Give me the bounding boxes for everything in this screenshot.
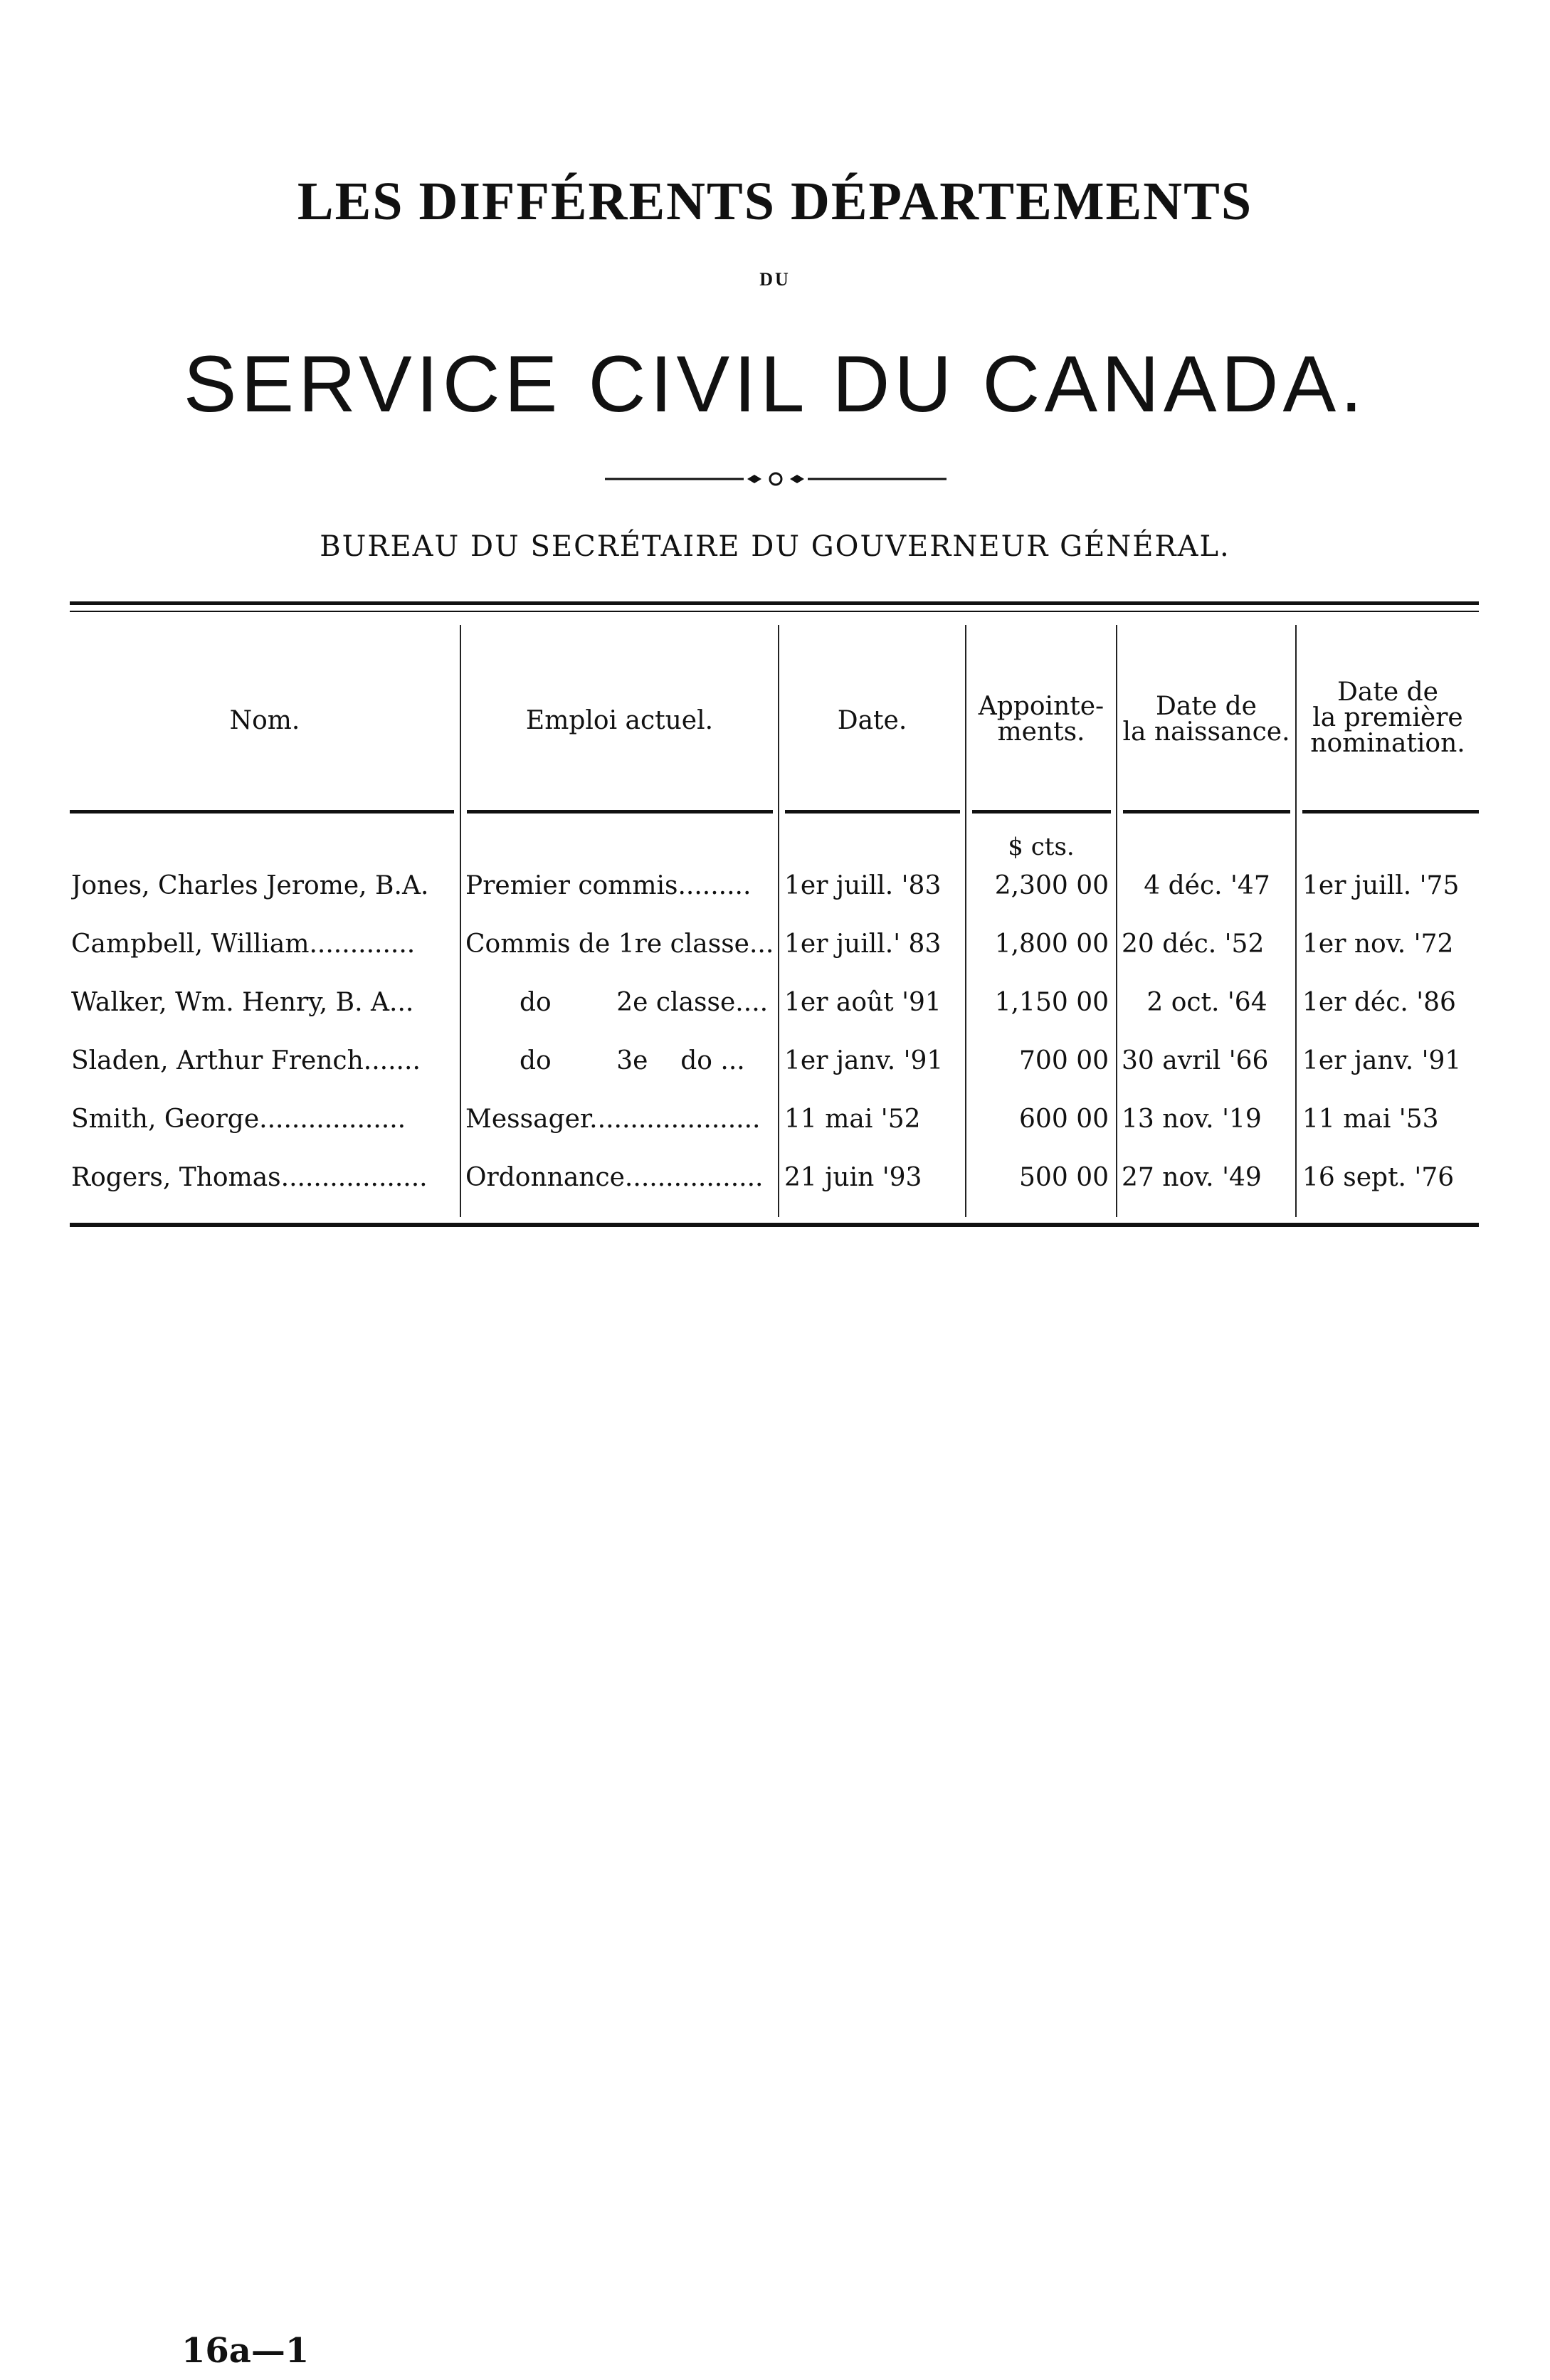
ornament-divider [605,472,947,486]
cell-nom: Campbell, William............. [71,930,416,959]
cell-nomination: 16 sept. '76 [1302,1163,1455,1192]
cell-nom: Smith, George.................. [71,1105,406,1134]
table-row [70,1040,1479,1083]
section-title-bureau: BUREAU DU SECRÉTAIRE DU GOUVERNEUR GÉNÉRAL. [320,530,1230,563]
cell-emploi: do 3e do ... [520,1046,745,1075]
header-rule [1302,810,1479,813]
cell-naissance: 13 nov. '19 [1122,1105,1262,1134]
cell-emploi: Premier commis......... [465,871,752,900]
header-rule [785,810,960,813]
cell-appointements: 1,150 00 [994,988,1109,1017]
cell-nomination: 1er janv. '91 [1302,1046,1462,1075]
column-header-naissance [1117,694,1295,745]
column-header-naissance-line1: Date de [1156,692,1257,721]
column-header-appointements [966,694,1116,745]
cell-nomination: 11 mai '53 [1302,1105,1439,1134]
column-header-nomination [1297,680,1479,757]
column-header-nomination-line3: nomination. [1310,729,1465,758]
column-header-nom: Nom. [229,706,300,735]
page-title-service-civil: SERVICE CIVIL DU CANADA. [183,339,1367,428]
cell-date: 21 juin '93 [784,1163,922,1192]
cell-nomination: 1er juill. '75 [1302,871,1460,900]
staff-table [70,601,1479,1231]
cell-nom: Walker, Wm. Henry, B. A... [71,988,414,1017]
unit-label-dollars-cents: $ cts. [1008,833,1075,861]
table-top-rule [70,601,1479,612]
cell-date: 1er août '91 [784,988,942,1017]
cell-emploi: Messager..................... [465,1105,761,1134]
table-row [70,865,1479,907]
page-title-du: DU [759,269,791,290]
cell-emploi: Ordonnance................. [465,1163,764,1192]
cell-emploi: Commis de 1re classe... [465,930,774,959]
header-rule [1123,810,1290,813]
cell-naissance: 27 nov. '49 [1122,1163,1262,1192]
cell-nomination: 1er nov. '72 [1302,930,1454,959]
cell-date: 1er janv. '91 [784,1046,944,1075]
cell-appointements: 700 00 [1019,1046,1109,1075]
table-grid [70,612,1479,1231]
cell-nom: Sladen, Arthur French....... [71,1046,421,1075]
column-header-date: Date. [837,706,907,735]
cell-appointements: 2,300 00 [994,871,1109,900]
cell-date: 1er juill. '83 [784,871,942,900]
page-signature-mark: 16a—1 [181,2331,310,2371]
cell-naissance: 20 déc. '52 [1122,930,1265,959]
cell-naissance: 2 oct. '64 [1146,988,1267,1017]
cell-naissance: 4 déc. '47 [1144,871,1270,900]
column-header-naissance-line2: la naissance. [1122,717,1290,747]
table-row [70,923,1479,966]
header-rule [972,810,1111,813]
cell-appointements: 1,800 00 [994,930,1109,959]
table-row [70,1157,1479,1199]
cell-appointements: 600 00 [1019,1105,1109,1134]
column-header-nomination-line2: la première [1312,703,1463,732]
cell-nom: Jones, Charles Jerome, B.A. [71,871,429,900]
header-rule [467,810,773,813]
cell-naissance: 30 avril '66 [1122,1046,1269,1075]
table-bottom-rule [70,1223,1479,1227]
column-header-appointements-line2: ments. [997,717,1085,747]
cell-nomination: 1er déc. '86 [1302,988,1456,1017]
column-header-emploi: Emploi actuel. [525,706,714,735]
cell-date: 11 mai '52 [784,1105,921,1134]
table-row [70,1098,1479,1141]
header-rule [70,810,454,813]
table-row [70,981,1479,1024]
cell-date: 1er juill.' 83 [784,930,942,959]
cell-emploi: do 2e classe.... [520,988,769,1017]
column-header-nomination-line1: Date de [1337,678,1438,707]
cell-nom: Rogers, Thomas.................. [71,1163,428,1192]
page-title-departments: LES DIFFÉRENTS DÉPARTEMENTS [297,172,1253,231]
cell-appointements: 500 00 [1019,1163,1109,1192]
column-header-appointements-line1: Appointe- [978,692,1104,721]
